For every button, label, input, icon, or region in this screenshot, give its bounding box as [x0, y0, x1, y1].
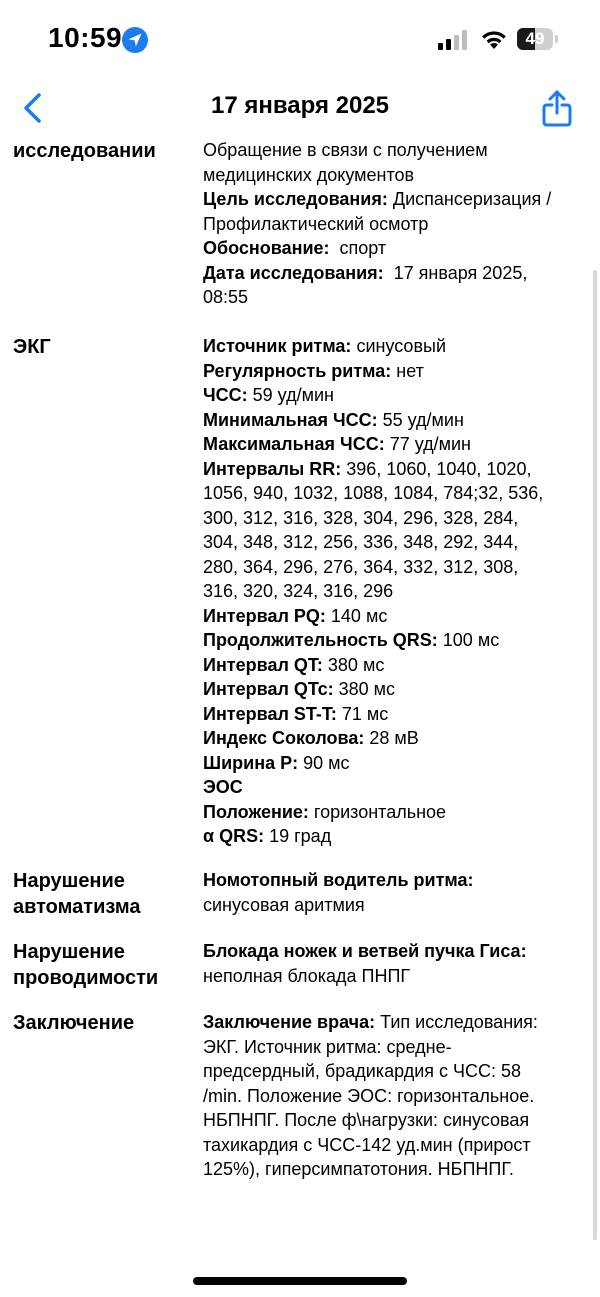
field-value: 77 уд/мин	[384, 434, 471, 454]
field-value: предсердный, брадикардия с ЧСС: 58	[203, 1061, 522, 1081]
field-value: 08:55	[203, 287, 249, 307]
value-line	[203, 285, 593, 310]
field-value: спорт	[329, 238, 387, 258]
field-value: 280, 364, 296, 276, 364, 332, 312, 308,	[203, 556, 519, 577]
field-value: 380 мс	[333, 679, 395, 699]
field-name: Номотопный водитель ритма:	[203, 870, 474, 890]
battery-cap	[555, 35, 558, 43]
field-value: 71 мс	[336, 703, 389, 724]
field-value: 380 мс	[322, 654, 385, 675]
field-value: Диспансеризация /	[387, 189, 552, 209]
value-line	[203, 555, 593, 580]
value-line	[203, 506, 593, 531]
field-name: Источник ритма:	[203, 336, 352, 356]
value-line	[203, 653, 593, 678]
value-line	[203, 212, 593, 237]
field-value: 28 мВ	[364, 728, 419, 748]
field-name: Регулярность ритма:	[203, 360, 392, 381]
wifi-icon	[480, 28, 508, 50]
value-line	[203, 457, 593, 482]
value-line	[203, 530, 593, 555]
record-row	[0, 138, 593, 310]
field-name: Цель исследования:	[203, 189, 388, 209]
row-value	[203, 138, 593, 310]
value-line	[203, 334, 593, 359]
row-value	[203, 1010, 593, 1182]
home-indicator[interactable]	[193, 1277, 407, 1285]
value-line	[203, 1133, 593, 1158]
value-line	[203, 702, 593, 727]
row-label: ЭКГ	[13, 336, 51, 358]
battery-level: 49	[525, 29, 545, 48]
field-name: Блокада ножек и ветвей пучка Гиса:	[203, 941, 527, 961]
value-line	[203, 1108, 593, 1133]
cellular-signal-icon	[438, 30, 468, 50]
field-value: тахикардия с ЧСС-142 уд.мин (прирост	[203, 1134, 531, 1155]
page-title: 17 января 2025	[210, 92, 390, 119]
row-value	[203, 939, 593, 991]
field-value: ЭКГ. Источник ритма: средне-	[203, 1036, 452, 1057]
field-value: 316, 320, 324, 316, 296	[203, 581, 394, 601]
field-value: 125%), гиперсимпатотония. НБПНПГ.	[203, 1159, 514, 1179]
field-name: Интервалы RR:	[203, 458, 342, 479]
record-row	[0, 868, 593, 920]
scrollbar[interactable]	[593, 270, 597, 1240]
field-name: Интервал ST-T:	[203, 703, 337, 724]
status-time: 10:59	[48, 22, 123, 53]
row-label	[0, 939, 203, 991]
row-label: Заключение	[13, 1012, 135, 1034]
row-label-line: Нарушение	[13, 870, 125, 892]
field-value: Обращение в связи с получением	[203, 140, 488, 160]
value-line	[203, 939, 593, 964]
field-name: ЭОС	[203, 777, 243, 797]
field-name: Интервал PQ:	[203, 605, 326, 626]
field-value: НБПНПГ. После ф\нагрузки: синусовая	[203, 1110, 530, 1130]
record-row	[0, 939, 593, 991]
field-name: Положение:	[203, 801, 309, 822]
value-line	[203, 579, 593, 604]
navigation-bar	[0, 80, 600, 136]
field-value: горизонтальное	[308, 801, 447, 822]
value-line	[203, 1010, 593, 1035]
value-line	[203, 628, 593, 653]
value-line	[203, 163, 593, 188]
field-value: 304, 348, 312, 256, 336, 348, 292, 344,	[203, 532, 519, 552]
value-line	[203, 751, 593, 776]
field-value: 17 января 2025,	[383, 262, 528, 283]
field-name: Дата исследования:	[203, 262, 384, 283]
share-icon[interactable]	[540, 88, 574, 128]
row-value	[203, 334, 593, 849]
record-row	[0, 334, 593, 849]
field-name: Обоснование:	[203, 238, 330, 258]
value-line	[203, 1035, 593, 1060]
value-line	[203, 261, 593, 286]
field-value: 1056, 940, 1032, 1088, 1084, 784;32, 536,	[203, 483, 544, 503]
field-name: Заключение врача:	[203, 1012, 376, 1032]
field-name: Продолжительность QRS:	[203, 630, 438, 650]
value-line	[203, 775, 593, 800]
value-line	[203, 868, 593, 893]
field-value: нет	[391, 360, 424, 381]
record-row	[0, 1010, 593, 1182]
field-value: 140 мс	[325, 605, 388, 626]
value-line	[203, 408, 593, 433]
field-value: неполная блокада ПНПГ	[203, 965, 411, 986]
battery-indicator	[517, 28, 555, 50]
field-name: α QRS:	[203, 826, 265, 846]
value-line	[203, 236, 593, 261]
value-line	[203, 1157, 593, 1182]
field-name: Индекс Соколова:	[203, 728, 365, 748]
value-line	[203, 726, 593, 751]
field-name: ЧСС:	[203, 385, 248, 405]
value-line	[203, 677, 593, 702]
value-line	[203, 481, 593, 506]
value-line	[203, 138, 593, 163]
field-name: Максимальная ЧСС:	[203, 434, 385, 454]
value-line	[203, 187, 593, 212]
field-value: /min. Положение ЭОС: горизонтальное.	[203, 1085, 535, 1106]
field-name: Ширина P:	[203, 752, 299, 773]
field-value: 59 уд/мин	[247, 385, 334, 405]
field-value: 396, 1060, 1040, 1020,	[341, 458, 532, 479]
value-line	[203, 359, 593, 384]
field-value: 300, 312, 316, 328, 304, 296, 328, 284,	[203, 507, 519, 528]
value-line	[203, 800, 593, 825]
field-value: 100 мс	[437, 630, 500, 650]
value-line	[203, 383, 593, 408]
value-line	[203, 1084, 593, 1109]
field-name: Интервал QTc:	[203, 679, 334, 699]
field-value: 90 мс	[298, 752, 350, 773]
field-value: Тип исследования:	[375, 1012, 538, 1032]
value-line	[203, 604, 593, 629]
value-line	[203, 432, 593, 457]
value-line	[203, 1059, 593, 1084]
field-value: синусовый	[351, 336, 446, 356]
value-line	[203, 893, 593, 918]
row-label: исследовании	[13, 140, 156, 162]
row-label-line: автоматизма	[13, 896, 141, 918]
field-value: 55 уд/мин	[377, 409, 464, 430]
row-value	[203, 868, 593, 920]
location-arrow-icon	[121, 26, 149, 54]
status-bar	[0, 0, 600, 80]
row-label-line: проводимости	[13, 967, 159, 989]
row-label	[0, 868, 203, 920]
field-name: Интервал QT:	[203, 654, 323, 675]
field-value: синусовая аритмия	[203, 894, 365, 915]
battery-body	[517, 28, 553, 50]
field-name: Минимальная ЧСС:	[203, 409, 378, 430]
row-label-line: Нарушение	[13, 941, 125, 963]
field-value: Профилактический осмотр	[203, 213, 429, 234]
value-line	[203, 824, 593, 849]
value-line	[203, 964, 593, 989]
field-value: медицинских документов	[203, 164, 415, 185]
field-value: 19 град	[264, 826, 332, 846]
